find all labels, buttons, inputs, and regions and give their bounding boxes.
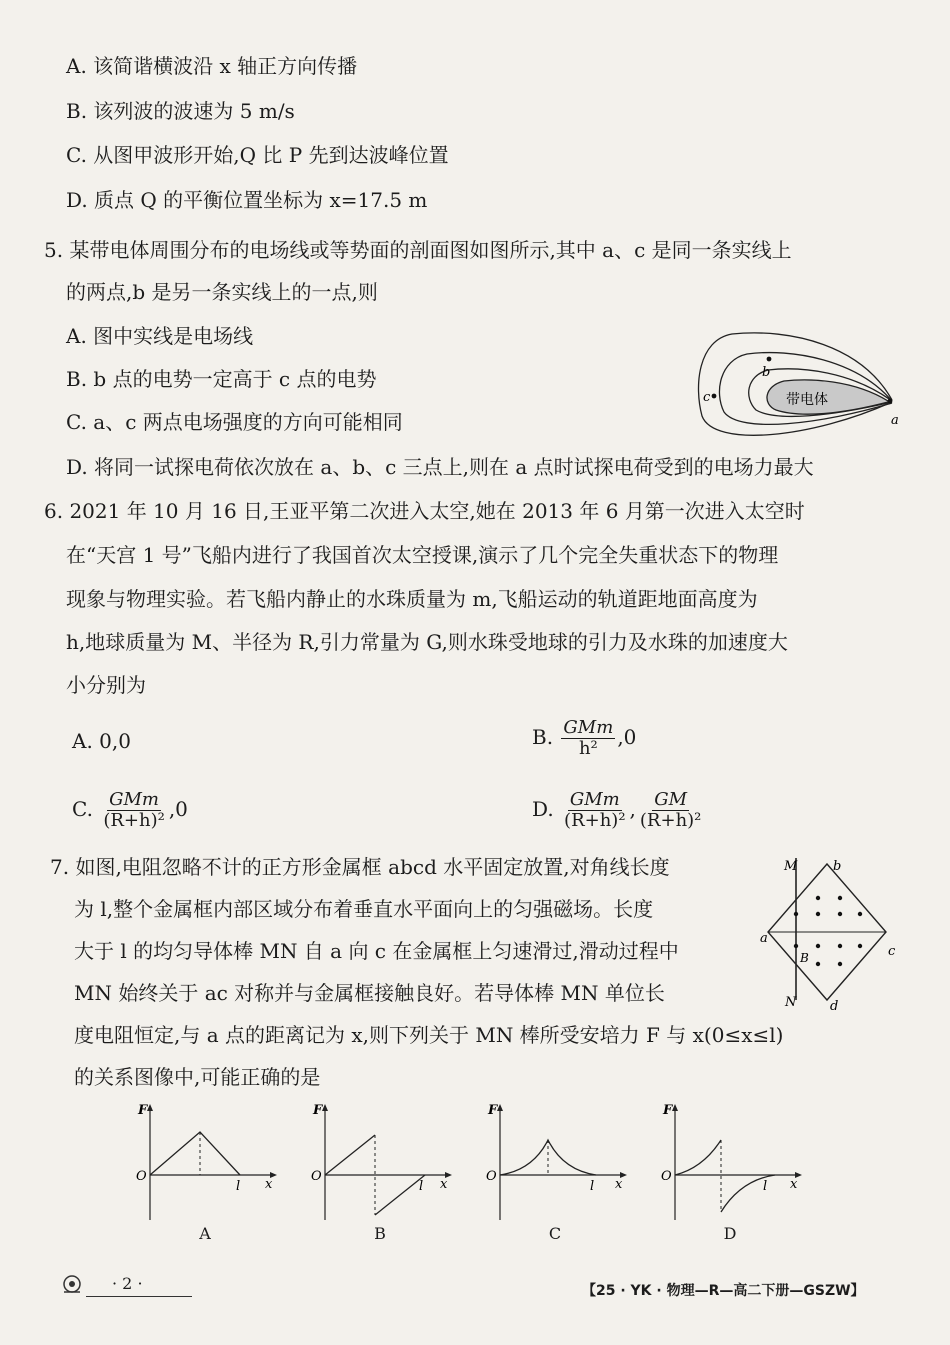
q7-graph-d-f-label: F <box>663 1103 673 1118</box>
q6-option-d-num2: GM <box>654 789 688 810</box>
q7-stem-line3: 大于 l 的均匀导体棒 MN 自 a 向 c 在金属框上匀速滑过,滑动过程中 <box>74 939 679 963</box>
q5-point-b-dot <box>767 357 772 362</box>
q7-graph-c-curve <box>500 1140 596 1175</box>
q7-stem-line4: MN 始终关于 ac 对称并与金属框接触良好。若导体棒 MN 单位长 <box>74 981 665 1005</box>
q7-label-b: b <box>833 859 842 874</box>
q5-option-d: D. 将同一试探电荷依次放在 a、b、c 三点上,则在 a 点时试探电荷受到的电场力最大 <box>66 455 814 479</box>
q6-stem-line2: 在“天宫 1 号”飞船内进行了我国首次太空授课,演示了几个完全失重状态下的物理 <box>66 543 779 567</box>
q7-graph-b <box>303 1100 463 1225</box>
q7-graph-d-curve-up <box>675 1140 721 1175</box>
q7-graph-d-x-label: x <box>790 1177 798 1192</box>
q7-graph-d-origin: O <box>661 1169 672 1184</box>
q5-label-c: c <box>703 390 711 405</box>
q6-option-b-num: GMm <box>563 717 614 738</box>
q7-graph-b-x-label: x <box>440 1177 448 1192</box>
q7-graph-c-origin: O <box>486 1169 497 1184</box>
q7-stem-line6: 的关系图像中,可能正确的是 <box>74 1065 321 1089</box>
q6-option-c-fraction <box>101 790 167 831</box>
q7-graph-c-f-label: F <box>488 1103 498 1118</box>
footer-logo-icon <box>60 1272 84 1296</box>
q7-graph-a-origin: O <box>136 1169 147 1184</box>
q7-graph-a-l-label: l <box>236 1179 241 1194</box>
q7-label-c: c <box>888 944 896 959</box>
q5-option-a: A. 图中实线是电场线 <box>66 324 254 348</box>
q7-label-n: N <box>785 995 797 1010</box>
q7-graph-a <box>128 1100 288 1225</box>
q7-graph-c-caption: C <box>548 1224 562 1243</box>
q6-stem-line3: 现象与物理实验。若飞船内静止的水珠质量为 m,飞船运动的轨道距地面高度为 <box>66 587 758 611</box>
q6-option-b-label: B. <box>532 725 554 749</box>
q7-graph-b-caption: B <box>374 1224 386 1243</box>
q7-frame-figure <box>760 852 900 1012</box>
q6-option-d-label: D. <box>532 797 554 821</box>
q5-point-c-dot <box>712 394 717 399</box>
q5-label-a: a <box>891 413 899 428</box>
q7-stem-line5: 度电阻恒定,与 a 点的距离记为 x,则下列关于 MN 棒所受安培力 F 与 x(0≤x≤l) <box>74 1023 784 1047</box>
q7-label-m: M <box>784 859 798 874</box>
q4-option-d: D. 质点 Q 的平衡位置坐标为 x=17.5 m <box>66 188 428 212</box>
footer-page-number: · 2 · <box>112 1274 143 1293</box>
q6-option-c-den: (R+h)² <box>103 810 165 831</box>
q7-label-field-b: B <box>800 951 809 965</box>
q6-option-d-fraction1 <box>562 790 628 831</box>
q7-graph-b-origin: O <box>311 1169 322 1184</box>
q7-label-d: d <box>830 999 839 1012</box>
footer-code: 【25 · YK · 物理—R—高二下册—GSZW】 <box>582 1283 865 1299</box>
q5-stem-line1: 5. 某带电体周围分布的电场线或等势面的剖面图如图所示,其中 a、c 是同一条实线上 <box>44 238 792 262</box>
q6-option-b-fraction <box>561 718 615 759</box>
q7-graph-a-x-label: x <box>265 1177 273 1192</box>
q7-stem-line2: 为 l,整个金属框内部区域分布着垂直水平面向上的匀强磁场。长度 <box>74 897 654 921</box>
q4-option-c: C. 从图甲波形开始,Q 比 P 先到达波峰位置 <box>66 143 449 167</box>
q4-option-a: A. 该简谐横波沿 x 轴正方向传播 <box>66 54 358 78</box>
q6-option-a: A. 0,0 <box>72 729 131 753</box>
q7-graph-d <box>653 1100 813 1225</box>
q7-graph-d-caption: D <box>723 1224 737 1243</box>
q5-point-a-dot <box>888 399 893 404</box>
q6-option-d <box>532 790 705 831</box>
q6-option-d-num1: GMm <box>569 789 620 810</box>
q6-option-d-sep: , <box>629 797 636 821</box>
q6-option-c-num: GMm <box>109 789 159 810</box>
q7-label-a: a <box>760 931 768 946</box>
q7-graph-b-curve-down <box>375 1175 425 1215</box>
q5-option-c: C. a、c 两点电场强度的方向可能相同 <box>66 410 403 434</box>
q7-graph-c-x-label: x <box>615 1177 623 1192</box>
q6-stem-line5: 小分别为 <box>66 673 146 697</box>
footer-underline <box>86 1296 192 1297</box>
q7-graph-a-caption: A <box>199 1224 211 1243</box>
q5-stem-line2: 的两点,b 是另一条实线上的一点,则 <box>66 280 378 304</box>
q5-label-b: b <box>762 365 771 380</box>
q5-field-figure <box>692 326 907 452</box>
q6-option-d-fraction2 <box>638 790 704 831</box>
q5-option-b: B. b 点的电势一定高于 c 点的电势 <box>66 367 377 391</box>
q6-option-d-den2: (R+h)² <box>639 810 702 831</box>
q6-option-b <box>532 718 636 759</box>
q7-graph-c-l-label: l <box>590 1179 595 1194</box>
q7-graph-a-f-label: F <box>138 1103 148 1118</box>
q7-stem-line1: 7. 如图,电阻忽略不计的正方形金属框 abcd 水平固定放置,对角线长度 <box>50 855 670 879</box>
q6-option-c-label: C. <box>72 797 93 821</box>
q6-option-b-den: h² <box>578 738 598 759</box>
q6-option-d-den1: (R+h)² <box>564 810 626 831</box>
q7-graph-b-f-label: F <box>313 1103 323 1118</box>
q7-graph-c <box>478 1100 638 1225</box>
q6-option-c <box>72 790 188 831</box>
q7-graph-b-l-label: l <box>419 1179 424 1194</box>
q6-stem-line4: h,地球质量为 M、半径为 R,引力常量为 G,则水珠受地球的引力及水珠的加速度大 <box>66 630 788 654</box>
q5-body-label: 带电体 <box>786 392 828 408</box>
q6-option-b-tail: ,0 <box>617 725 637 749</box>
q6-option-c-tail: ,0 <box>168 797 188 821</box>
q6-stem-line1: 6. 2021 年 10 月 16 日,王亚平第二次进入太空,她在 2013 年 6 月第一次进入太空时 <box>44 499 805 523</box>
q7-graph-a-curve <box>150 1132 240 1175</box>
q7-graph-b-curve-up <box>325 1135 375 1175</box>
q7-graph-d-l-label: l <box>763 1179 768 1194</box>
q4-option-b: B. 该列波的波速为 5 m/s <box>66 99 295 123</box>
